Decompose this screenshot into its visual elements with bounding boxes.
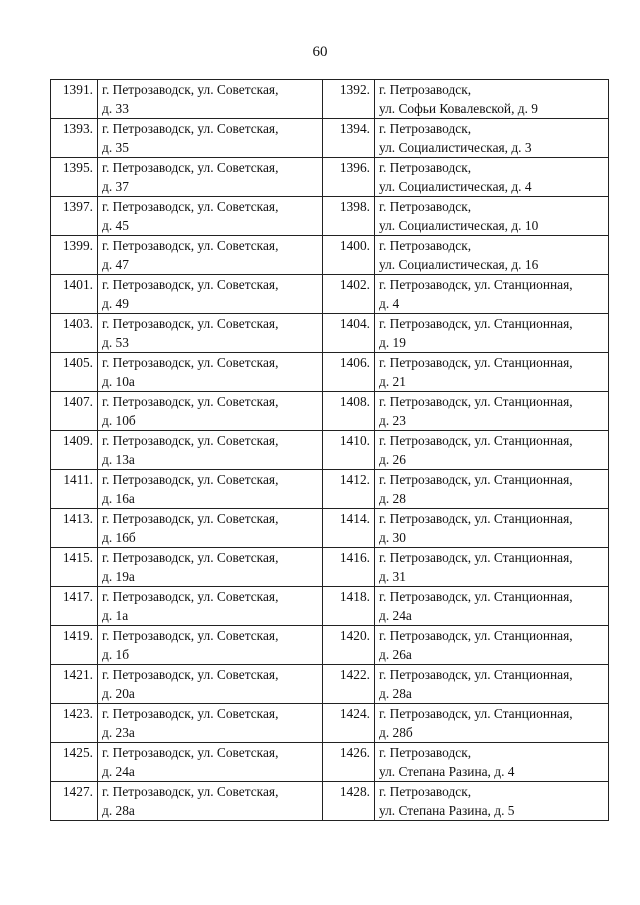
address-line: д. 45 xyxy=(102,217,129,233)
address-line: г. Петрозаводск, ул. Советская, xyxy=(102,667,279,682)
address-cell xyxy=(375,119,609,158)
address-cell xyxy=(98,314,323,353)
address-cell xyxy=(98,392,323,431)
address-line: д. 24а xyxy=(379,607,412,623)
address-line: д. 10а xyxy=(102,373,135,389)
address-line: ул. Социалистическая, д. 4 xyxy=(379,178,532,194)
entry-number: 1396. xyxy=(323,158,375,197)
address-line: д. 23 xyxy=(379,412,406,428)
address-line: г. Петрозаводск, ул. Советская, xyxy=(102,472,279,487)
address-cell xyxy=(98,158,323,197)
address-line: г. Петрозаводск, ул. Советская, xyxy=(102,121,279,136)
address-cell xyxy=(375,587,609,626)
address-cell xyxy=(375,158,609,197)
address-line: д. 23а xyxy=(102,724,135,740)
address-table-body xyxy=(51,80,609,821)
entry-number: 1401. xyxy=(51,275,98,314)
table-row xyxy=(51,236,609,275)
address-line: г. Петрозаводск, ул. Советская, xyxy=(102,277,279,292)
address-cell xyxy=(375,548,609,587)
address-line: д. 1б xyxy=(102,646,130,662)
address-cell xyxy=(98,119,323,158)
entry-number: 1414. xyxy=(323,509,375,548)
address-cell xyxy=(375,392,609,431)
table-row xyxy=(51,314,609,353)
address-cell xyxy=(98,197,323,236)
address-cell xyxy=(375,236,609,275)
entry-number: 1400. xyxy=(323,236,375,275)
table-row xyxy=(51,704,609,743)
address-line: д. 53 xyxy=(102,334,129,350)
address-line: г. Петрозаводск, ул. Станционная, xyxy=(379,550,573,565)
address-line: г. Петрозаводск, xyxy=(379,199,472,214)
entry-number: 1421. xyxy=(51,665,98,704)
address-line: г. Петрозаводск, ул. Советская, xyxy=(102,394,279,409)
address-line: г. Петрозаводск, ул. Советская, xyxy=(102,550,279,565)
address-line: г. Петрозаводск, ул. Станционная, xyxy=(379,355,573,370)
table-row xyxy=(51,665,609,704)
address-line: д. 19а xyxy=(102,568,135,584)
address-cell xyxy=(375,431,609,470)
entry-number: 1425. xyxy=(51,743,98,782)
entry-number: 1418. xyxy=(323,587,375,626)
entry-number: 1395. xyxy=(51,158,98,197)
entry-number: 1394. xyxy=(323,119,375,158)
address-cell xyxy=(375,353,609,392)
entry-number: 1406. xyxy=(323,353,375,392)
address-line: д. 33 xyxy=(102,100,129,116)
address-line: г. Петрозаводск, ул. Советская, xyxy=(102,355,279,370)
table-row xyxy=(51,509,609,548)
address-cell xyxy=(375,704,609,743)
address-line: г. Петрозаводск, ул. Станционная, xyxy=(379,667,573,682)
address-line: ул. Софьи Ковалевской, д. 9 xyxy=(379,100,538,116)
address-line: г. Петрозаводск, xyxy=(379,784,472,799)
address-line: д. 26 xyxy=(379,451,406,467)
entry-number: 1410. xyxy=(323,431,375,470)
table-row xyxy=(51,197,609,236)
address-cell xyxy=(375,80,609,119)
address-table xyxy=(50,79,609,821)
address-cell xyxy=(98,80,323,119)
address-cell xyxy=(375,743,609,782)
table-row xyxy=(51,392,609,431)
entry-number: 1411. xyxy=(51,470,98,509)
address-cell xyxy=(98,704,323,743)
table-row xyxy=(51,782,609,821)
address-line: г. Петрозаводск, ул. Советская, xyxy=(102,82,279,97)
address-line: г. Петрозаводск, xyxy=(379,121,472,136)
entry-number: 1412. xyxy=(323,470,375,509)
address-line: д. 28 xyxy=(379,490,406,506)
address-line: д. 24а xyxy=(102,763,135,779)
table-row xyxy=(51,587,609,626)
address-cell xyxy=(98,743,323,782)
address-line: д. 10б xyxy=(102,412,136,428)
address-line: г. Петрозаводск, xyxy=(379,745,472,760)
address-cell xyxy=(375,197,609,236)
address-line: г. Петрозаводск, xyxy=(379,82,472,97)
address-cell xyxy=(98,431,323,470)
entry-number: 1428. xyxy=(323,782,375,821)
address-line: д. 20а xyxy=(102,685,135,701)
address-line: д. 16а xyxy=(102,490,135,506)
entry-number: 1398. xyxy=(323,197,375,236)
address-line: д. 1а xyxy=(102,607,129,623)
entry-number: 1405. xyxy=(51,353,98,392)
address-line: г. Петрозаводск, ул. Советская, xyxy=(102,745,279,760)
entry-number: 1422. xyxy=(323,665,375,704)
address-line: г. Петрозаводск, ул. Советская, xyxy=(102,316,279,331)
entry-number: 1419. xyxy=(51,626,98,665)
address-cell xyxy=(375,665,609,704)
address-line: д. 13а xyxy=(102,451,135,467)
address-cell xyxy=(98,626,323,665)
entry-number: 1416. xyxy=(323,548,375,587)
entry-number: 1426. xyxy=(323,743,375,782)
table-row xyxy=(51,743,609,782)
address-line: д. 28б xyxy=(379,724,413,740)
entry-number: 1413. xyxy=(51,509,98,548)
address-line: г. Петрозаводск, ул. Станционная, xyxy=(379,316,573,331)
address-line: д. 19 xyxy=(379,334,406,350)
address-line: г. Петрозаводск, xyxy=(379,238,472,253)
address-line: г. Петрозаводск, ул. Советская, xyxy=(102,706,279,721)
entry-number: 1409. xyxy=(51,431,98,470)
entry-number: 1427. xyxy=(51,782,98,821)
address-line: ул. Социалистическая, д. 16 xyxy=(379,256,539,272)
address-line: д. 4 xyxy=(379,295,400,311)
address-cell xyxy=(375,470,609,509)
address-line: г. Петрозаводск, ул. Станционная, xyxy=(379,277,573,292)
address-line: г. Петрозаводск, ул. Станционная, xyxy=(379,394,573,409)
table-row xyxy=(51,626,609,665)
entry-number: 1391. xyxy=(51,80,98,119)
address-line: г. Петрозаводск, ул. Станционная, xyxy=(379,589,573,604)
address-line: д. 35 xyxy=(102,139,129,155)
address-cell xyxy=(98,470,323,509)
address-line: г. Петрозаводск, ул. Советская, xyxy=(102,238,279,253)
address-line: д. 31 xyxy=(379,568,406,584)
address-line: д. 26а xyxy=(379,646,412,662)
table-row xyxy=(51,158,609,197)
entry-number: 1415. xyxy=(51,548,98,587)
address-cell xyxy=(375,626,609,665)
address-line: г. Петрозаводск, ул. Советская, xyxy=(102,784,279,799)
entry-number: 1424. xyxy=(323,704,375,743)
address-cell xyxy=(375,509,609,548)
address-cell xyxy=(98,236,323,275)
address-cell xyxy=(98,782,323,821)
address-line: г. Петрозаводск, ул. Советская, xyxy=(102,199,279,214)
address-cell xyxy=(98,665,323,704)
address-line: д. 28а xyxy=(379,685,412,701)
entry-number: 1420. xyxy=(323,626,375,665)
entry-number: 1423. xyxy=(51,704,98,743)
address-cell xyxy=(375,275,609,314)
table-row xyxy=(51,470,609,509)
address-line: г. Петрозаводск, ул. Станционная, xyxy=(379,706,573,721)
address-line: ул. Социалистическая, д. 10 xyxy=(379,217,539,233)
address-line: г. Петрозаводск, ул. Советская, xyxy=(102,160,279,175)
address-line: г. Петрозаводск, ул. Станционная, xyxy=(379,628,573,643)
entry-number: 1399. xyxy=(51,236,98,275)
table-row xyxy=(51,80,609,119)
address-line: д. 49 xyxy=(102,295,129,311)
entry-number: 1417. xyxy=(51,587,98,626)
address-line: д. 28а xyxy=(102,802,135,818)
address-line: д. 16б xyxy=(102,529,136,545)
address-line: д. 37 xyxy=(102,178,129,194)
address-cell xyxy=(375,782,609,821)
address-line: д. 47 xyxy=(102,256,129,272)
address-cell xyxy=(98,548,323,587)
address-line: ул. Степана Разина, д. 4 xyxy=(379,763,515,779)
table-row xyxy=(51,119,609,158)
address-line: д. 30 xyxy=(379,529,406,545)
entry-number: 1393. xyxy=(51,119,98,158)
address-line: г. Петрозаводск, ул. Станционная, xyxy=(379,472,573,487)
address-line: г. Петрозаводск, ул. Советская, xyxy=(102,433,279,448)
entry-number: 1402. xyxy=(323,275,375,314)
address-line: ул. Степана Разина, д. 5 xyxy=(379,802,515,818)
address-cell xyxy=(375,314,609,353)
address-line: г. Петрозаводск, ул. Станционная, xyxy=(379,511,573,526)
address-line: г. Петрозаводск, ул. Советская, xyxy=(102,589,279,604)
entry-number: 1397. xyxy=(51,197,98,236)
entry-number: 1392. xyxy=(323,80,375,119)
address-line: г. Петрозаводск, ул. Советская, xyxy=(102,628,279,643)
address-cell xyxy=(98,353,323,392)
entry-number: 1407. xyxy=(51,392,98,431)
table-row xyxy=(51,353,609,392)
address-cell xyxy=(98,275,323,314)
entry-number: 1408. xyxy=(323,392,375,431)
address-line: г. Петрозаводск, ул. Советская, xyxy=(102,511,279,526)
table-row xyxy=(51,548,609,587)
address-cell xyxy=(98,587,323,626)
address-line: ул. Социалистическая, д. 3 xyxy=(379,139,532,155)
address-cell xyxy=(98,509,323,548)
address-line: г. Петрозаводск, ул. Станционная, xyxy=(379,433,573,448)
page-number: 60 xyxy=(312,44,328,60)
table-row xyxy=(51,275,609,314)
address-line: г. Петрозаводск, xyxy=(379,160,472,175)
table-row xyxy=(51,431,609,470)
entry-number: 1403. xyxy=(51,314,98,353)
entry-number: 1404. xyxy=(323,314,375,353)
address-line: д. 21 xyxy=(379,373,406,389)
